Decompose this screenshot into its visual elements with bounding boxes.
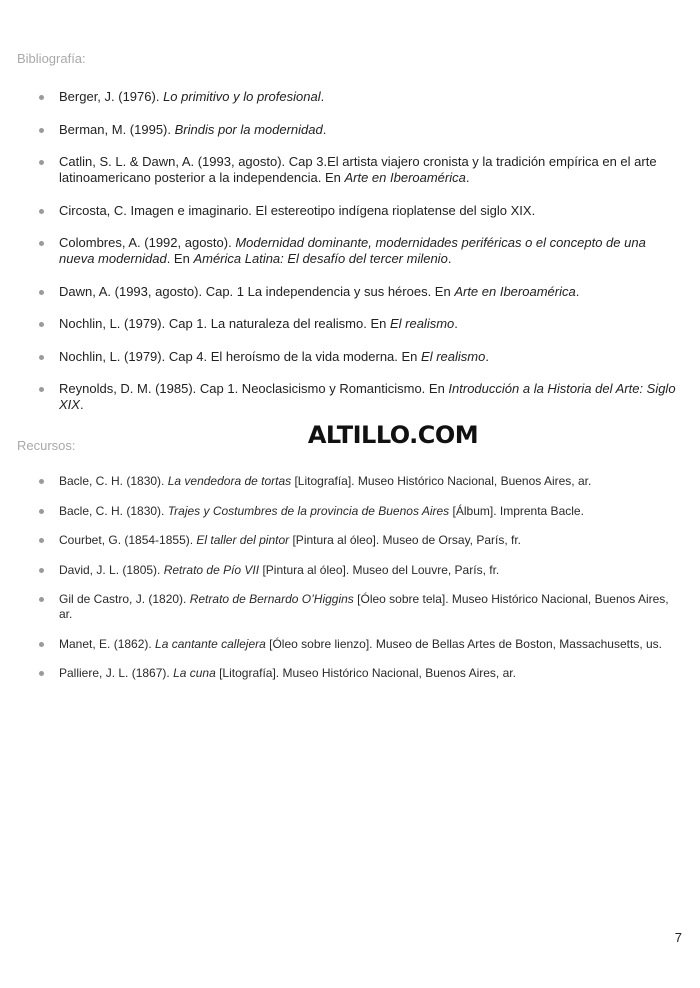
list-item: Catlin, S. L. & Dawn, A. (1993, agosto). Cap 3.El artista viajero cronista y la tradición empírica en el arte latinoamericano posterior a la independencia. En Arte en Iberoamérica.	[37, 154, 682, 186]
list-item: Courbet, G. (1854-1855). El taller del pintor [Pintura al óleo]. Museo de Orsay, París, fr.	[37, 533, 682, 548]
list-item: Colombres, A. (1992, agosto). Modernidad dominante, modernidades periféricas o el concepto de una nueva modernidad. En América Latina: El desafío del tercer milenio.	[37, 235, 682, 267]
list-item: Dawn, A. (1993, agosto). Cap. 1 La independencia y sus héroes. En Arte en Iberoamérica.	[37, 284, 682, 300]
list-item: Bacle, C. H. (1830). Trajes y Costumbres de la provincia de Buenos Aires [Álbum]. Imprenta Bacle.	[37, 504, 682, 519]
list-item: Manet, E. (1862). La cantante callejera [Óleo sobre lienzo]. Museo de Bellas Artes de Boston, Massachusetts, us.	[37, 637, 682, 652]
list-item: Berman, M. (1995). Brindis por la modernidad.	[37, 122, 682, 138]
bibliografia-list	[37, 89, 682, 430]
list-item: Circosta, C. Imagen e imaginario. El estereotipo indígena rioplatense del siglo XIX.	[37, 203, 682, 219]
list-item: Nochlin, L. (1979). Cap 4. El heroísmo de la vida moderna. En El realismo.	[37, 349, 682, 365]
list-item: Bacle, C. H. (1830). La vendedora de tortas [Litografía]. Museo Histórico Nacional, Buenos Aires, ar.	[37, 474, 682, 489]
list-item: Palliere, J. L. (1867). La cuna [Litografía]. Museo Histórico Nacional, Buenos Aires, ar.	[37, 666, 682, 681]
list-item: Gil de Castro, J. (1820). Retrato de Bernardo O’Higgins [Óleo sobre tela]. Museo Histórico Nacional, Buenos Aires, ar.	[37, 592, 682, 622]
page-number: 7	[674, 930, 682, 945]
list-item: Berger, J. (1976). Lo primitivo y lo profesional.	[37, 89, 682, 105]
watermark-logo: ALTILLO.COM	[307, 421, 479, 449]
bibliografia-heading: Bibliografía:	[17, 51, 86, 66]
recursos-heading: Recursos:	[17, 438, 76, 453]
list-item: Nochlin, L. (1979). Cap 1. La naturaleza del realismo. En El realismo.	[37, 316, 682, 332]
recursos-list	[37, 474, 682, 696]
list-item: David, J. L. (1805). Retrato de Pío VII [Pintura al óleo]. Museo del Louvre, París, fr.	[37, 563, 682, 578]
list-item: Reynolds, D. M. (1985). Cap 1. Neoclasicismo y Romanticismo. En Introducción a la Historia del Arte: Siglo XIX.	[37, 381, 682, 413]
